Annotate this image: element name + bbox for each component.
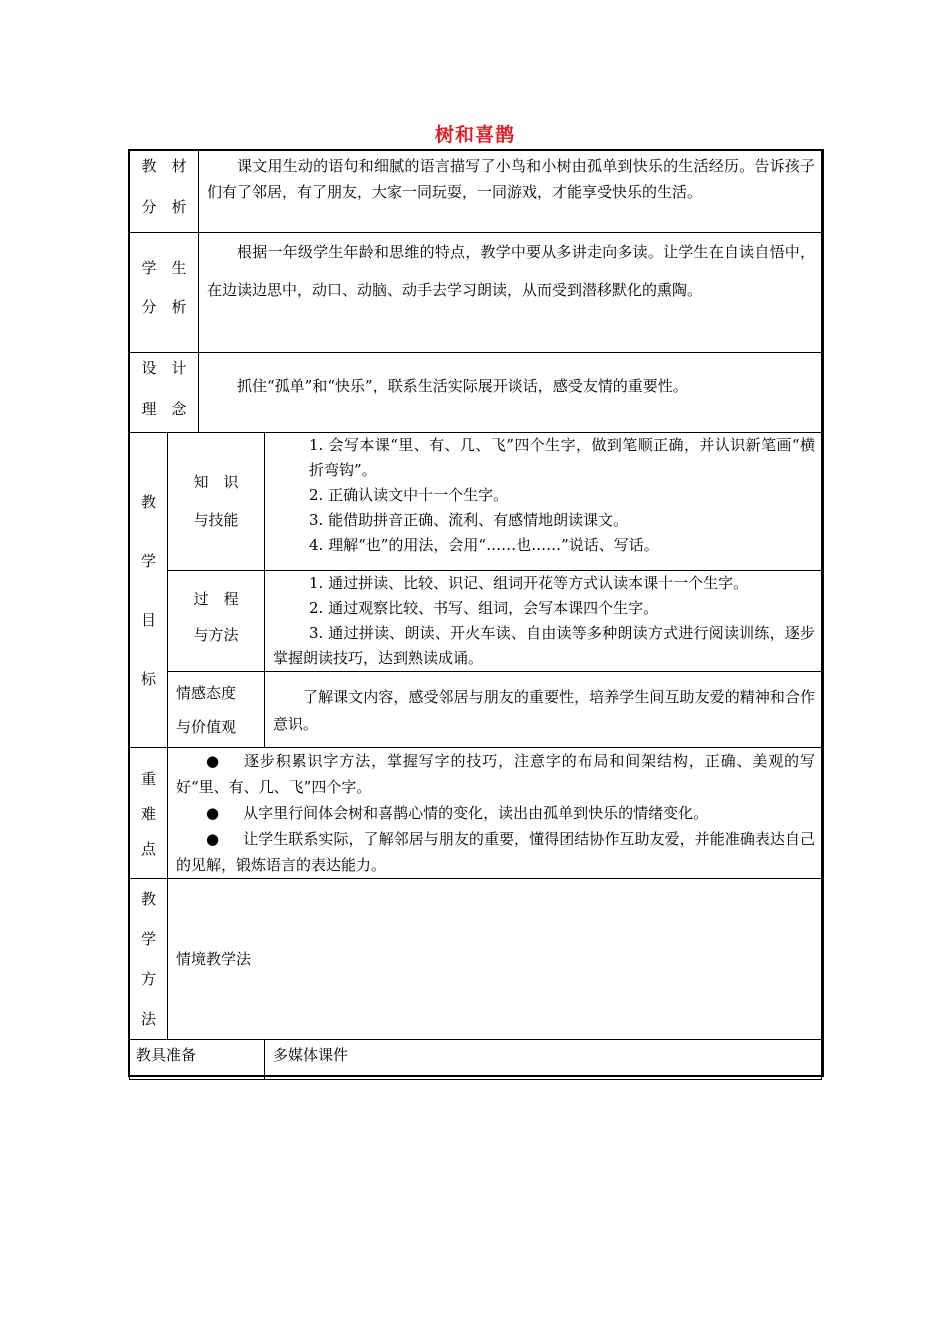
label-guocheng: 过 程 与方法 bbox=[168, 571, 265, 672]
row-zhishi bbox=[130, 433, 822, 571]
text-fangfa: 情境教学法 bbox=[168, 879, 822, 1040]
list-item: 1. 通过拼读、比较、识记、组词开花等方式认读本课十一个生字。 bbox=[309, 574, 749, 592]
bullet-icon: ● bbox=[206, 804, 220, 822]
list-item: 1. 会写本课“里、有、几、飞”四个生字，做到笔顺正确，并认识新笔画“横折弯钩”。 bbox=[309, 436, 816, 479]
row-fangfa bbox=[130, 879, 822, 1040]
text-xuesheng: 根据一年级学生年龄和思维的特点，教学中要从多讲走向多读。让学生在自读自悟中，在边读边思中，动口、动脑、动手去学习朗读，从而受到潜移默化的熏陶。 bbox=[199, 233, 822, 353]
lesson-plan-table bbox=[129, 150, 822, 1080]
list-item: ● 逐步积累识字方法，掌握写字的技巧，注意字的布局和间架结构，正确、美观的写好“里、有、几、飞”四个字。 bbox=[176, 752, 816, 796]
list-item: ● 从字里行间体会树和喜鹊心情的变化，读出由孤单到快乐的情绪变化。 bbox=[206, 804, 709, 822]
text-sheji: 抓住“孤单”和“快乐”，联系生活实际展开谈话，感受友情的重要性。 bbox=[199, 353, 822, 433]
list-item: 2. 正确认读文中十一个生字。 bbox=[309, 486, 509, 504]
row-zhongnan bbox=[130, 748, 822, 879]
label-jiaocai: 教 材 分 析 bbox=[130, 151, 199, 233]
row-guocheng bbox=[130, 571, 822, 672]
label-zhishi: 知 识 与技能 bbox=[168, 433, 265, 571]
row-xuesheng bbox=[130, 233, 822, 353]
label-xuesheng: 学 生 分 析 bbox=[130, 233, 199, 353]
label-qinggan: 情感态度 与价值观 bbox=[168, 672, 265, 748]
list-zhongnan bbox=[168, 748, 822, 879]
list-guocheng bbox=[265, 571, 822, 672]
text-jiaoju: 多媒体课件 bbox=[265, 1040, 822, 1080]
row-qinggan bbox=[130, 672, 822, 748]
list-item: 3. 通过拼读、朗读、开火车读、自由读等多种朗读方式进行阅读训练，逐步掌握朗读技巧，达到熟读成诵。 bbox=[273, 624, 816, 667]
list-item: ● 让学生联系实际，了解邻居与朋友的重要，懂得团结协作互助友爱，并能准确表达自己的见解，锻炼语言的表达能力。 bbox=[176, 830, 816, 874]
row-jiaocai bbox=[130, 151, 822, 233]
row-jiaoju bbox=[130, 1040, 822, 1080]
text-qinggan: 了解课文内容，感受邻居与朋友的重要性，培养学生间互助友爱的精神和合作意识。 bbox=[265, 672, 822, 748]
bullet-icon: ● bbox=[206, 830, 220, 848]
list-item: 4. 理解“也”的用法，会用“……也……”说话、写话。 bbox=[309, 536, 659, 554]
label-zhongnan: 重 难 点 bbox=[130, 748, 168, 879]
page-title: 树和喜鹊 bbox=[434, 124, 515, 146]
list-zhishi bbox=[265, 433, 822, 571]
label-mubiao: 教 学 目 标 bbox=[130, 433, 168, 748]
text-jiaocai: 课文用生动的语句和细腻的语言描写了小鸟和小树由孤单到快乐的生活经历。告诉孩子们有了邻居，有了朋友，大家一同玩耍，一同游戏，才能享受快乐的生活。 bbox=[199, 151, 822, 233]
label-fangfa: 教 学 方 法 bbox=[130, 879, 168, 1040]
row-sheji bbox=[130, 353, 822, 433]
label-jiaoju: 教具准备 bbox=[130, 1040, 265, 1080]
label-sheji: 设 计 理 念 bbox=[130, 353, 199, 433]
list-item: 3. 能借助拼音正确、流利、有感情地朗读课文。 bbox=[309, 511, 629, 529]
list-item: 2. 通过观察比较、书写、组词，会写本课四个生字。 bbox=[309, 599, 659, 617]
bullet-icon: ● bbox=[206, 752, 220, 770]
